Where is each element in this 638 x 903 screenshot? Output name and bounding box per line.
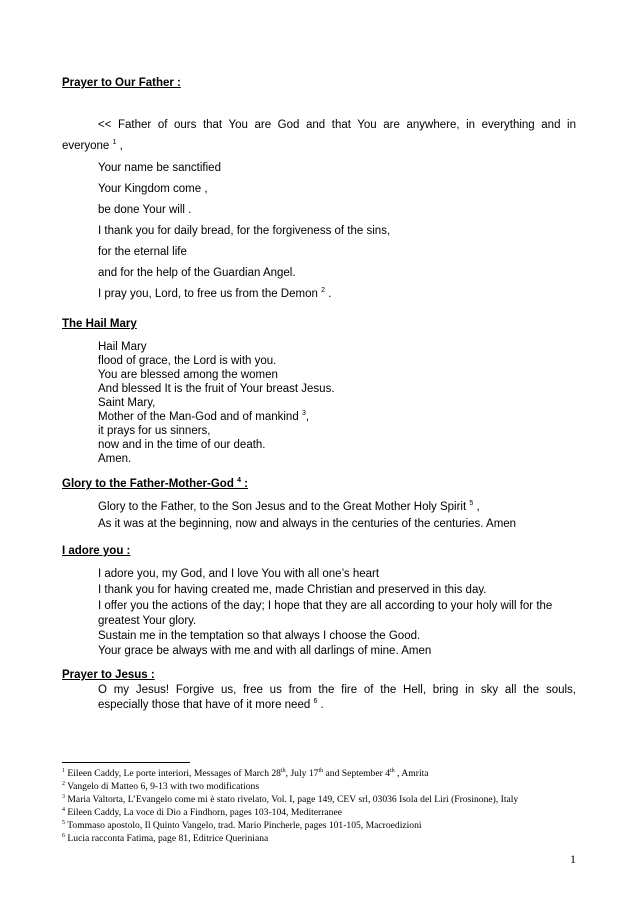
our-father-line bbox=[98, 288, 331, 300]
footnote-ref: 4 bbox=[237, 477, 241, 485]
line-text: Mother of the Man-God and of mankind bbox=[98, 411, 299, 423]
footnote-ref: 2 bbox=[321, 287, 325, 295]
our-father-line: I thank you for daily bread, for the forgiveness of the sins, bbox=[98, 225, 391, 237]
line-text: everyone bbox=[62, 140, 110, 152]
section-title-our-father: Prayer to Our Father : bbox=[62, 77, 181, 89]
line-tail: , bbox=[116, 140, 123, 152]
ordinal: th bbox=[318, 767, 324, 774]
footnote-divider bbox=[62, 762, 190, 763]
footnote-ref: 5 bbox=[469, 500, 474, 508]
adore-line: I thank you for having created me, made Christian and preserved in this day. bbox=[98, 584, 487, 596]
footnote bbox=[62, 820, 422, 831]
glory-line: As it was at the beginning, now and always in the centuries of the centuries. Amen bbox=[98, 518, 517, 530]
footnote-number: 2 bbox=[62, 780, 65, 787]
hail-mary-line: it prays for us sinners, bbox=[98, 425, 211, 437]
our-father-line: be done Your will . bbox=[98, 204, 192, 216]
ordinal: th bbox=[390, 767, 395, 774]
section-title-glory bbox=[62, 478, 248, 490]
jesus-line bbox=[98, 699, 324, 711]
line-text: I pray you, Lord, to free us from the Demon bbox=[98, 288, 318, 300]
adore-line: Your grace be always with me and with all darlings of mine. Amen bbox=[98, 645, 432, 657]
footnote-text: and September 4 bbox=[325, 768, 391, 779]
heading-text: Glory to the Father-Mother-God bbox=[62, 478, 234, 490]
footnote-number: 6 bbox=[62, 832, 65, 839]
section-title-adore: I adore you : bbox=[62, 545, 131, 557]
our-father-line: for the eternal life bbox=[98, 246, 187, 258]
hail-mary-line: Saint Mary, bbox=[98, 397, 156, 409]
footnote-number: 4 bbox=[62, 806, 65, 813]
footnote-number: 5 bbox=[62, 819, 65, 826]
footnote-text: Eileen Caddy, Le porte interiori, Messages of March 28 bbox=[67, 768, 281, 779]
footnote bbox=[62, 794, 518, 805]
line-tail: , bbox=[473, 501, 480, 513]
section-title-jesus: Prayer to Jesus : bbox=[62, 669, 155, 681]
footnote-text: Eileen Caddy, La voce di Dio a Findhorn, pages 103-104, Mediterranee bbox=[67, 807, 342, 818]
footnote-ref: 6 bbox=[313, 698, 318, 706]
line-tail: , bbox=[305, 411, 310, 423]
adore-line: I offer you the actions of the day; I hope that they are all according to your holy will for the bbox=[98, 600, 553, 612]
hail-mary-line: now and in the time of our death. bbox=[98, 439, 266, 451]
line-tail: . bbox=[317, 699, 324, 711]
our-father-line bbox=[62, 140, 123, 152]
footnote bbox=[62, 781, 259, 792]
page-number: 1 bbox=[570, 852, 576, 866]
our-father-line: Your name be sanctified bbox=[98, 162, 221, 174]
our-father-line: and for the help of the Guardian Angel. bbox=[98, 267, 296, 279]
footnote-ref: 3 bbox=[301, 410, 306, 418]
footnote-text: , July 17 bbox=[285, 768, 319, 779]
glory-line bbox=[98, 501, 480, 513]
ordinal: th bbox=[280, 767, 286, 774]
footnote-text: Lucia racconta Fatima, page 81, Editrice Queriniana bbox=[67, 833, 269, 844]
adore-line: Sustain me in the temptation so that always I choose the Good. bbox=[98, 630, 421, 642]
hail-mary-line bbox=[98, 411, 309, 423]
hail-mary-line: flood of grace, the Lord is with you. bbox=[98, 355, 277, 367]
adore-line: I adore you, my God, and I love You with all one’s heart bbox=[98, 568, 380, 580]
footnote bbox=[62, 807, 342, 818]
our-father-line: << Father of ours that You are God and that You are anywhere, in everything and in bbox=[98, 119, 576, 131]
hail-mary-line: And blessed It is the fruit of Your breast Jesus. bbox=[98, 383, 335, 395]
section-title-hail-mary: The Hail Mary bbox=[62, 318, 137, 330]
footnote-text: Vangelo di Matteo 6, 9-13 with two modifications bbox=[67, 781, 260, 792]
our-father-line: Your Kingdom come , bbox=[98, 183, 208, 195]
jesus-line: O my Jesus! Forgive us, free us from the fire of the Hell, bring in sky all the souls, bbox=[98, 684, 576, 696]
hail-mary-line: You are blessed among the women bbox=[98, 369, 278, 381]
heading-tail: : bbox=[240, 478, 248, 490]
footnote-text: , Amrita bbox=[397, 768, 429, 779]
hail-mary-line: Amen. bbox=[98, 453, 132, 465]
footnote-number: 1 bbox=[62, 767, 65, 774]
line-tail: . bbox=[325, 288, 332, 300]
footnote-number: 3 bbox=[62, 793, 65, 800]
footnote-text: Maria Valtorta, L’Evangelo come mi è stato rivelato, Vol. I, page 149, CEV srl, 03036 Isola del Liri (Frosinone), Italy bbox=[67, 794, 519, 805]
adore-line: greatest Your glory. bbox=[98, 615, 197, 627]
line-text: Glory to the Father, to the Son Jesus and to the Great Mother Holy Spirit bbox=[98, 501, 467, 513]
footnote-text: Tommaso apostolo, Il Quinto Vangelo, trad. Mario Pincherle, pages 101-105, Macroedizioni bbox=[67, 820, 422, 831]
hail-mary-line: Hail Mary bbox=[98, 341, 147, 353]
line-text: especially those that have of it more need bbox=[98, 699, 311, 711]
footnote bbox=[62, 768, 429, 779]
footnote bbox=[62, 833, 268, 844]
footnote-ref: 1 bbox=[112, 139, 117, 147]
